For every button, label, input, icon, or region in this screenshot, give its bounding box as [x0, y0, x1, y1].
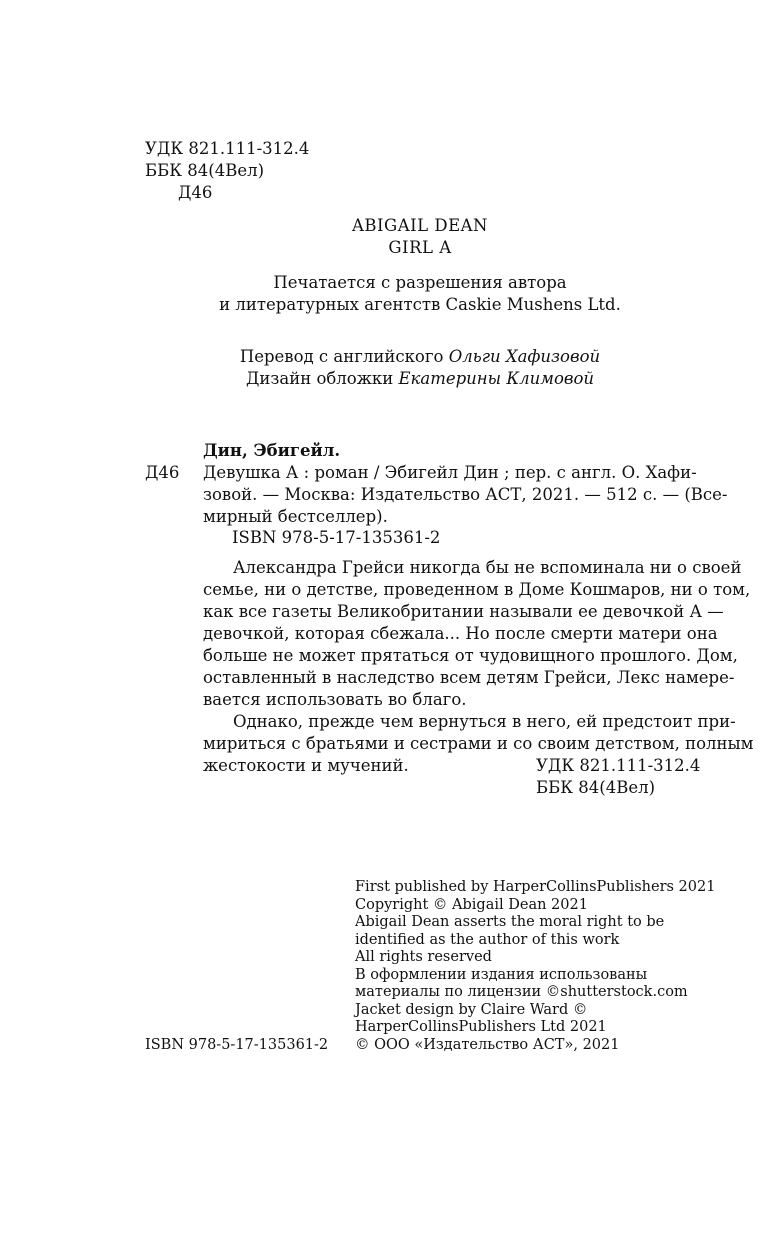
imprint-line: HarperCollinsPublishers Ltd 2021	[355, 1019, 607, 1035]
translator-name: Ольги Хафизовой	[448, 347, 601, 366]
bbk-code-bottom: ББК 84(4Вел)	[536, 778, 656, 797]
imprint-line: First published by HarperCollinsPublishers 2021	[355, 879, 716, 895]
permission-line-1: Печатается с разрешения автора	[273, 273, 567, 292]
bibliographic-line-2: зовой. — Москва: Издательство АСТ, 2021. — 512 с. — (Все-	[203, 485, 728, 504]
imprint-line: материалы по лицензии ©shutterstock.com	[355, 984, 688, 1000]
annotation-p2-line-2: мириться с братьями и сестрами и со своим детством, полным	[203, 734, 754, 753]
bibliographic-line-3: мирный бестселлер).	[203, 507, 388, 526]
original-title: GIRL A	[388, 238, 452, 257]
annotation-p1-line-2: семье, ни о детстве, проведенном в Доме Кошмаров, ни о том,	[203, 580, 751, 599]
annotation-p1-line-3: как все газеты Великобритании называли ее девочкой А —	[203, 602, 724, 621]
imprint-block	[355, 879, 715, 1054]
annotation-p2-line-1: Однако, прежде чем вернуться в него, ей предстоит при-	[233, 712, 736, 731]
imprint-copyright-ast: © ООО «Издательство АСТ», 2021	[355, 1036, 620, 1053]
bbk-code: ББК 84(4Вел)	[145, 161, 265, 180]
annotation-p1-line-4: девочкой, которая сбежала... Но после смерти матери она	[203, 624, 718, 643]
udk-code-bottom: УДК 821.111-312.4	[536, 756, 701, 775]
design-prefix: Дизайн обложки	[245, 369, 399, 388]
translation-prefix: Перевод с английского	[239, 347, 449, 366]
annotation-p1-line-1: Александра Грейси никогда бы не вспоминала ни о своей	[233, 558, 742, 577]
annotation	[203, 557, 754, 777]
imprint-line: Jacket design by Claire Ward ©	[355, 1001, 588, 1018]
bibliographic-description	[203, 462, 728, 528]
imprint-line: Abigail Dean asserts the moral right to be	[355, 914, 665, 930]
annotation-p1-line-7: вается использовать во благо.	[203, 690, 467, 709]
bibliographic-isbn: ISBN 978-5-17-135361-2	[232, 528, 441, 547]
imprint-line: All rights reserved	[355, 949, 492, 965]
imprint-line: identified as the author of this work	[355, 931, 620, 948]
imprint-line: Copyright © Abigail Dean 2021	[355, 896, 588, 913]
bibliographic-line-1: Девушка А : роман / Эбигейл Дин ; пер. с англ. О. Хафи-	[203, 463, 697, 482]
designer-name: Екатерины Климовой	[398, 369, 595, 388]
bibliographic-mark: Д46	[145, 463, 180, 482]
design-credit	[200, 368, 640, 390]
annotation-p2-line-3: жестокости и мучений.	[203, 756, 409, 775]
original-author: ABIGAIL DEAN	[351, 216, 488, 235]
permission-line-2: и литературных агентств Caskie Mushens Ltd.	[219, 295, 621, 314]
imprint-line: В оформлении издания использованы	[355, 966, 648, 983]
bibliographic-heading: Дин, Эбигейл.	[203, 441, 341, 460]
annotation-p1-line-5: больше не может прятаться от чудовищного прошлого. Дом,	[203, 646, 738, 665]
author-mark: Д46	[178, 183, 213, 202]
udk-code: УДК 821.111-312.4	[145, 139, 310, 158]
annotation-p1-line-6: оставленный в наследство всем детям Грейси, Лекс намере-	[203, 668, 735, 687]
translation-credit	[200, 346, 640, 368]
imprint-isbn: ISBN 978-5-17-135361-2	[145, 1036, 329, 1053]
